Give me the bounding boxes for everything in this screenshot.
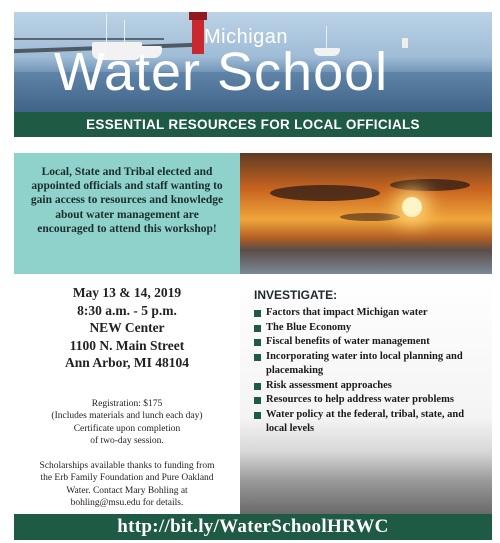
- square-bullet-icon: [254, 339, 261, 346]
- scholarship-line: Water. Contact Mary Bohling at: [66, 485, 188, 496]
- square-bullet-icon: [254, 325, 261, 332]
- pier-railing: [14, 38, 164, 40]
- cloud: [270, 185, 380, 201]
- event-city: Ann Arbor, MI 48104: [64, 355, 190, 370]
- event-street: 1100 N. Main Street: [69, 337, 185, 353]
- event-info: [14, 284, 240, 372]
- sun: [402, 197, 422, 217]
- event-venue: NEW Center: [89, 320, 165, 335]
- list-item: [254, 321, 486, 336]
- registration-info: [14, 398, 240, 448]
- intro-text: Local, State and Tribal elected and appointed officials and staff wanting to gain access to resources and knowledge about water management are encouraged to attend this workshop!: [30, 166, 224, 235]
- event-date: May 13 & 14, 2019: [72, 285, 182, 300]
- registration-includes: (Includes materials and lunch each day): [51, 411, 203, 421]
- list-item-text: Fiscal benefits of water management: [266, 336, 430, 347]
- list-item-text: Incorporating water into local planning and placemaking: [266, 350, 463, 376]
- header-michigan: Michigan: [204, 26, 289, 48]
- boat-mast: [106, 14, 107, 44]
- list-item: [254, 393, 486, 408]
- scholarship-line: Scholarships available thanks to funding from: [39, 460, 215, 471]
- square-bullet-icon: [254, 412, 261, 419]
- event-details: [14, 278, 240, 514]
- square-bullet-icon: [254, 354, 261, 361]
- cloud: [340, 213, 400, 221]
- list-item-text: Factors that impact Michigan water: [266, 307, 428, 318]
- boat-mast: [124, 20, 125, 44]
- list-item-text: The Blue Economy: [266, 321, 352, 333]
- list-item-text: Risk assessment approaches: [266, 379, 392, 391]
- square-bullet-icon: [254, 383, 261, 390]
- subtitle-bar: ESSENTIAL RESOURCES FOR LOCAL OFFICIALS: [14, 112, 492, 137]
- scholarship-info: [14, 460, 240, 510]
- list-item: [254, 350, 486, 379]
- list-item: [254, 335, 486, 350]
- registration-url-link[interactable]: http://bit.ly/WaterSchoolHRWC: [14, 514, 492, 540]
- list-item: [254, 408, 486, 437]
- intro-box: [14, 153, 240, 274]
- scholarship-line: the Erb Family Foundation and Pure Oakland: [40, 473, 214, 483]
- investigate-list: [254, 306, 486, 437]
- distant-lighthouse: [402, 38, 408, 48]
- list-item: [254, 379, 486, 394]
- square-bullet-icon: [254, 310, 261, 317]
- list-item-text: Resources to help address water problems: [266, 394, 454, 405]
- investigate-panel: [240, 274, 492, 514]
- flyer: [14, 12, 492, 540]
- registration-session: of two-day session.: [90, 436, 164, 446]
- page-title: Water School: [54, 42, 389, 102]
- scholarship-contact-email[interactable]: bohling@msu.edu for details.: [70, 498, 184, 508]
- event-time: 8:30 a.m. - 5 p.m.: [77, 302, 177, 318]
- header-banner-photo: [14, 12, 492, 112]
- investigate-heading: INVESTIGATE:: [254, 288, 338, 302]
- cloud: [390, 179, 470, 191]
- registration-certificate: Certificate upon completion: [73, 423, 181, 434]
- square-bullet-icon: [254, 397, 261, 404]
- registration-fee: Registration: $175: [91, 398, 163, 409]
- list-item: [254, 306, 486, 321]
- sunset-photo: [240, 153, 492, 274]
- list-item-text: Water policy at the federal, tribal, state, and local levels: [266, 408, 465, 434]
